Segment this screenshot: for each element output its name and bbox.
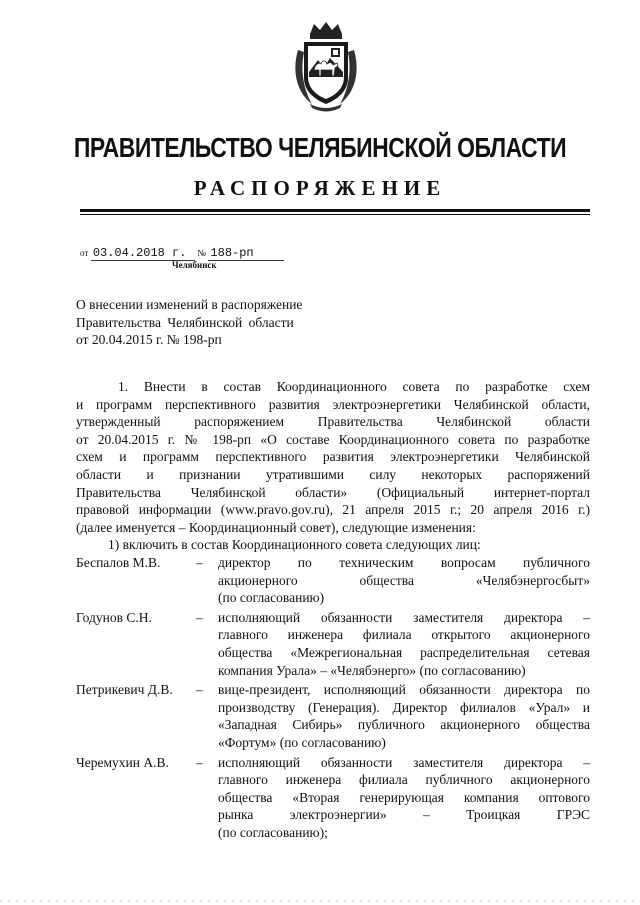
person-description bbox=[218, 681, 590, 751]
person-desc-line: исполняющий обязанности заместителя директора – bbox=[218, 609, 590, 625]
number-label: № bbox=[197, 248, 206, 258]
document-type: РАСПОРЯЖЕНИЕ bbox=[193, 176, 447, 200]
person-name: Годунов С.Н. bbox=[76, 609, 152, 625]
subject-block bbox=[76, 296, 376, 349]
person-desc-line: директор по техническим вопросам публичного bbox=[218, 555, 590, 570]
person-desc-line: «Западная Сибирь» публичного акционерного общества bbox=[218, 717, 590, 733]
coat-of-arms-icon bbox=[288, 20, 364, 112]
header-rule-thin bbox=[80, 214, 590, 215]
subject-line: от 20.04.2015 г. № 198-рп bbox=[76, 332, 222, 347]
person-description bbox=[218, 754, 590, 842]
body-line: Правительства Челябинской области» (Официальный интернет-портал bbox=[76, 484, 590, 500]
person-dash: – bbox=[196, 682, 203, 698]
from-label: от bbox=[80, 248, 89, 258]
body-line: от 20.04.2015 г. № 198-рп «О составе Координационного совета по разработке bbox=[76, 431, 590, 447]
body-line: и программ перспективного развития электроэнергетики Челябинской области, bbox=[76, 396, 590, 412]
body-line: утвержденный распоряжением Правительства Челябинской области bbox=[76, 414, 590, 430]
person-desc-line: рынка электроэнергии» – Троицкая ГРЭС bbox=[218, 807, 590, 823]
person-name: Черемухин А.В. bbox=[76, 754, 169, 770]
body-line: правовой информации (www.pravo.gov.ru), 21 апреля 2015 г.; 20 апреля 2016 г.) bbox=[76, 502, 590, 518]
subject-line: Правительства Челябинской области bbox=[76, 314, 294, 330]
person-description bbox=[218, 554, 590, 607]
person-desc-line: акционерного общества «Челябэнергосбыт» bbox=[218, 572, 590, 588]
person-dash: – bbox=[196, 555, 203, 570]
person-desc-line: производству (Генерация). Директор филиалов «Урал» и bbox=[218, 699, 590, 715]
person-name: Петрикевич Д.В. bbox=[76, 682, 173, 698]
body-line: 1. Внести в состав Координационного совета по разработке схем bbox=[118, 379, 590, 394]
body-line: схем и программ перспективного развития электроэнергетики Челябинской bbox=[76, 449, 590, 465]
person-description bbox=[218, 609, 590, 679]
person-desc-line: исполняющий обязанности заместителя директора – bbox=[218, 754, 590, 770]
person-desc-line: «Фортум» (по согласованию) bbox=[218, 734, 386, 750]
person-desc-line: главного инженера филиала открытого акционерного bbox=[218, 627, 590, 643]
body-text bbox=[76, 378, 590, 554]
person-desc-line: (по согласованию) bbox=[218, 590, 325, 606]
government-title: ПРАВИТЕЛЬСТВО ЧЕЛЯБИНСКОЙ ОБЛАСТИ bbox=[73, 132, 567, 163]
body-line: 1) включить в состав Координационного совета следующих лиц: bbox=[108, 537, 481, 553]
person-desc-line: (по согласованию); bbox=[218, 824, 328, 840]
person-desc-line: общества «Межрегиональная распределительная сетевая bbox=[218, 644, 590, 660]
person-dash: – bbox=[196, 609, 203, 625]
scan-artifact bbox=[0, 895, 640, 905]
person-entry bbox=[76, 754, 590, 842]
header-rule-thick bbox=[80, 209, 590, 212]
subject-line: О внесении изменений в распоряжение bbox=[76, 297, 303, 312]
person-entry bbox=[76, 609, 590, 679]
city-label: Челябинск bbox=[172, 260, 217, 270]
person-entry bbox=[76, 554, 590, 607]
person-desc-line: компания Урала» – «Челябэнерго» (по согласованию) bbox=[218, 662, 526, 678]
body-line: (далее именуется – Координационный совет), следующие изменения: bbox=[76, 519, 476, 535]
date-number-line bbox=[80, 246, 284, 261]
document-number: 188-рп bbox=[208, 246, 284, 261]
person-desc-line: общества «Вторая генерирующая компания оптового bbox=[218, 789, 590, 805]
person-entry bbox=[76, 681, 590, 751]
document-date: 03.04.2018 г. bbox=[91, 246, 195, 261]
person-dash: – bbox=[196, 754, 203, 770]
person-name: Беспалов М.В. bbox=[76, 555, 161, 570]
persons-list bbox=[76, 554, 590, 844]
person-desc-line: вице-президент, исполняющий обязанности директора по bbox=[218, 682, 590, 698]
body-line: области и признании утратившими силу некоторых распоряжений bbox=[76, 466, 590, 482]
person-desc-line: главного инженера филиала публичного акционерного bbox=[218, 772, 590, 788]
